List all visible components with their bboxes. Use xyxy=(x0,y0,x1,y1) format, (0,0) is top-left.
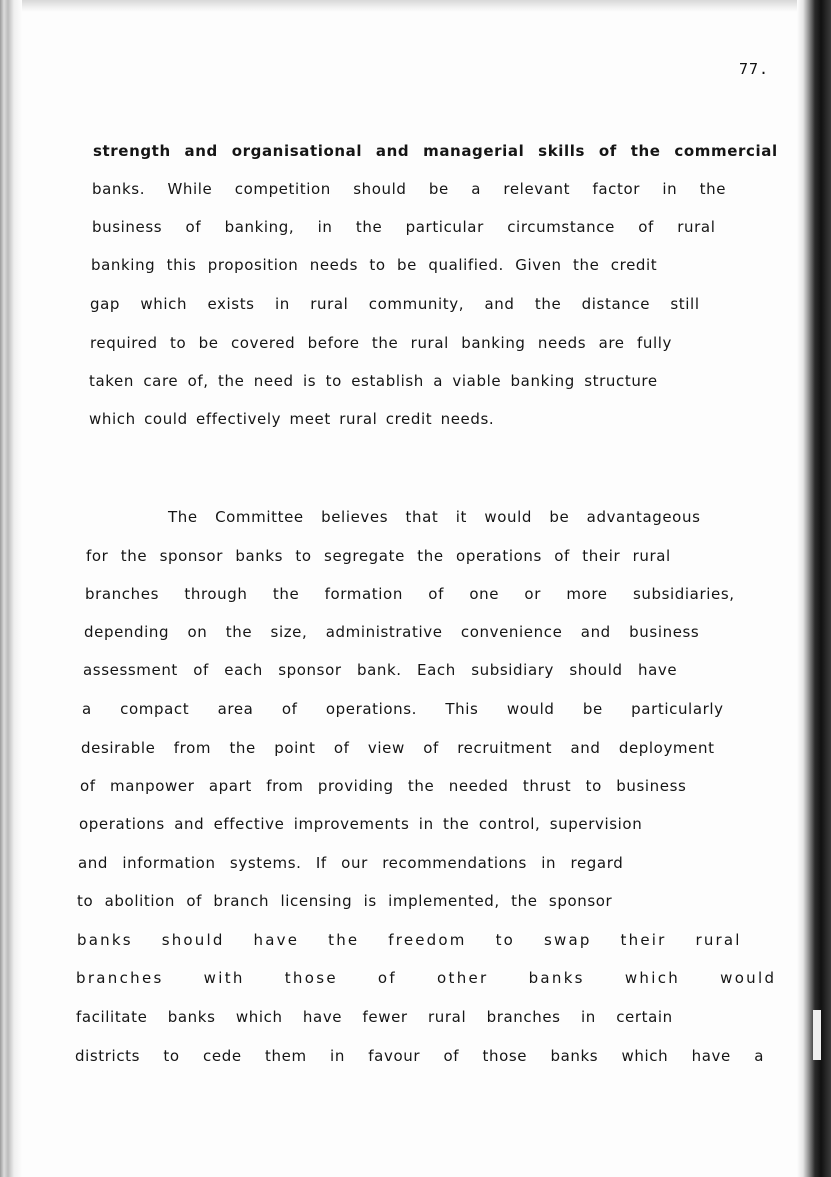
paragraph-2-line-6: a compact area of operations. This would be particularly xyxy=(82,700,724,718)
paragraph-1-line-6: required to be covered before the rural banking needs are fully xyxy=(90,334,673,352)
paragraph-2-line-3: branches through the formation of one or more subsidiaries, xyxy=(85,585,735,603)
paragraph-2-line-4: depending on the size, administrative convenience and business xyxy=(84,623,700,641)
paragraph-2-line-8: of manpower apart from providing the needed thrust to business xyxy=(80,777,687,795)
scan-right-edge xyxy=(797,0,831,1177)
paragraph-2-line-15: districts to cede them in favour of those banks which have a xyxy=(75,1047,764,1065)
paragraph-2-line-13: branches with those of other banks which would xyxy=(76,969,777,987)
paragraph-1-line-4: banking this proposition needs to be qualified. Given the credit xyxy=(91,256,658,274)
paragraph-2-line-14: facilitate banks which have fewer rural branches in certain xyxy=(76,1008,673,1026)
paragraph-1-line-7: taken care of, the need is to establish a viable banking structure xyxy=(89,372,658,390)
scan-top-edge xyxy=(0,0,831,12)
paragraph-1-line-8: which could effectively meet rural credit needs. xyxy=(89,410,495,428)
paragraph-2-line-2: for the sponsor banks to segregate the operations of their rural xyxy=(86,547,671,565)
scan-right-artifact xyxy=(813,1010,821,1060)
page-number: 77. xyxy=(739,60,770,78)
paragraph-2-line-1: The Committee believes that it would be advantageous xyxy=(168,508,701,526)
paragraph-1-line-3: business of banking, in the particular circumstance of rural xyxy=(92,218,716,236)
scan-left-edge xyxy=(0,0,22,1177)
paragraph-1-line-2: banks. While competition should be a relevant factor in the xyxy=(92,180,727,198)
paragraph-2-line-5: assessment of each sponsor bank. Each subsidiary should have xyxy=(83,661,678,679)
paragraph-2-line-9: operations and effective improvements in the control, supervision xyxy=(79,815,643,833)
paragraph-1-line-5: gap which exists in rural community, and the distance still xyxy=(90,295,700,313)
paragraph-2-line-10: and information systems. If our recommendations in regard xyxy=(78,854,624,872)
paragraph-2-line-12: banks should have the freedom to swap their rural xyxy=(77,931,742,949)
paragraph-1-line-1: strength and organisational and managerial skills of the commercial xyxy=(93,142,778,160)
paragraph-2-line-7: desirable from the point of view of recruitment and deployment xyxy=(81,739,715,757)
paragraph-2-line-11: to abolition of branch licensing is implemented, the sponsor xyxy=(77,892,613,910)
